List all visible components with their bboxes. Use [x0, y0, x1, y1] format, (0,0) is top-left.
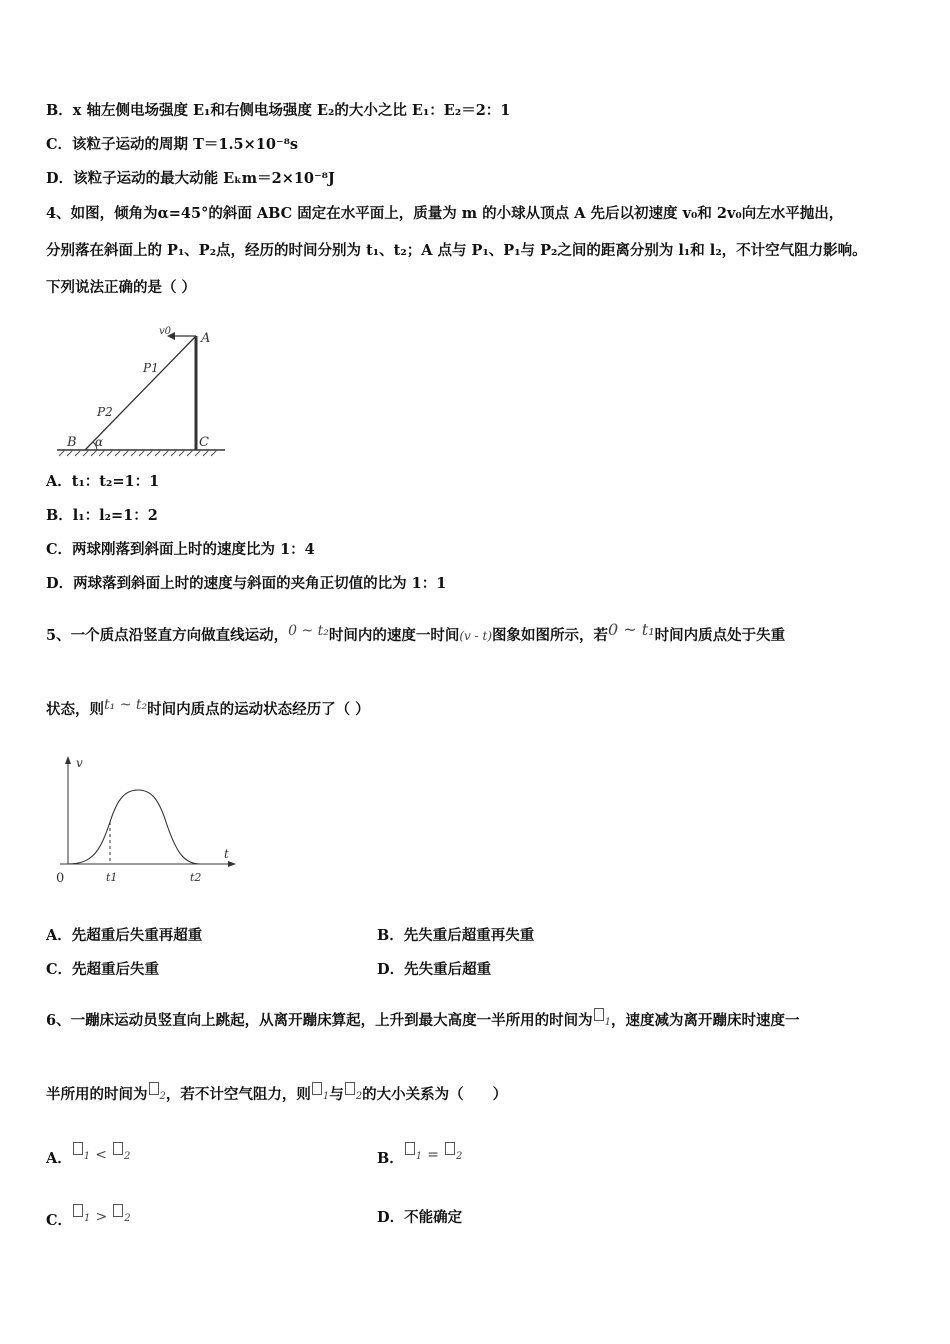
label-C: C: [199, 435, 209, 450]
q5-option-d: D．先失重后超重: [377, 961, 492, 978]
missing-glyph-icon: [73, 1204, 83, 1217]
q3-option-b: B．x 轴左侧电场强度 E₁和右侧电场强度 E₂的大小之比 E₁：E₂＝2：1: [46, 102, 511, 119]
relation-symbol: >: [95, 1209, 108, 1225]
label-P2: P2: [97, 405, 113, 419]
q5-math-2: (v - t): [459, 629, 493, 643]
label-t: t: [224, 847, 229, 861]
label-A: A: [201, 331, 211, 346]
label-v0: v0: [159, 326, 172, 337]
q4-option-d: D．两球落到斜面上时的速度与斜面的夹角正切值的比为 1：1: [46, 575, 447, 592]
velocity-curve: [68, 790, 200, 864]
missing-glyph-icon: [73, 1142, 83, 1155]
q5-option-a: A．先超重后失重再超重: [46, 927, 203, 944]
label-t2: t2: [190, 871, 202, 884]
v-axis-arrow: [65, 756, 71, 764]
relation-symbol: <: [95, 1147, 107, 1163]
label-t1: t1: [106, 871, 118, 884]
missing-glyph-icon: [113, 1142, 123, 1155]
q5-math-4: t₁ ~ t₂: [104, 697, 148, 713]
q3-option-d: D．该粒子运动的最大动能 Eₖm＝2×10⁻⁸J: [46, 170, 335, 187]
q5-text-6: 时间内质点的运动状态经历了（ ）: [147, 701, 370, 718]
q6-option-b: B． 1 = 2: [377, 1142, 462, 1169]
q6-option-a: A． 1 < 2: [46, 1142, 130, 1169]
q4-option-b: B．l₁：l₂=1：2: [46, 507, 158, 524]
q5-math-1: 0 ~ t₂: [288, 623, 329, 639]
label-alpha: α: [95, 435, 104, 449]
missing-glyph-icon: [445, 1142, 455, 1155]
q6-option-c: C． 1 > 2: [46, 1204, 131, 1231]
q6-stem-line1: [46, 1008, 799, 1033]
q5-stem-line1: [46, 620, 785, 646]
q5-text-4: 时间内质点处于失重: [654, 627, 786, 644]
q5-stem-line2: [46, 695, 370, 720]
missing-glyph-icon: [345, 1082, 355, 1095]
q6-text-4: ，若不计空气阻力，则: [165, 1086, 311, 1103]
q4-stem-line3: 下列说法正确的是（ ）: [46, 279, 197, 296]
incline-figure: [55, 322, 230, 457]
q6-text-2: ，速度减为离开蹦床时速度一: [610, 1012, 800, 1029]
q5-option-c: C．先超重后失重: [46, 961, 160, 978]
relation-symbol: =: [427, 1147, 439, 1163]
q6-sub-1: 1: [604, 1017, 611, 1028]
vt-graph: [50, 752, 240, 890]
q6-text-3: 半所用的时间为: [46, 1086, 148, 1103]
q6-text-1: 6、一蹦床运动员竖直向上跳起，从离开蹦床算起，上升到最大高度一半所用的时间为: [46, 1012, 593, 1029]
q6-stem-line2: 半所用的时间为 2，若不计空气阻力，则 1与 2的大小关系为（ ）: [46, 1082, 507, 1107]
q5-option-b: B．先失重后超重再失重: [377, 927, 535, 944]
t-axis-arrow: [228, 861, 236, 867]
q6-option-d: D．不能确定: [377, 1209, 463, 1226]
q4-option-c: C．两球刚落到斜面上时的速度比为 1：4: [46, 541, 315, 558]
q4-stem-line1: 4、如图，倾角为α=45°的斜面 ABC 固定在水平面上，质量为 m 的小球从顶点 A 先后以初速度 v₀和 2v₀向左水平抛出，: [46, 205, 844, 222]
q5-text-5: 状态，则: [46, 701, 104, 718]
ground-hatch: [57, 450, 225, 456]
q3-option-c: C．该粒子运动的周期 T＝1.5×10⁻⁸s: [46, 136, 299, 153]
incline-line: [85, 336, 196, 450]
q6-text-6: 的大小关系为（ ）: [362, 1086, 508, 1103]
label-B: B: [67, 435, 77, 450]
q4-stem-line2: 分别落在斜面上的 P₁、P₂点，经历的时间分别为 t₁、t₂；A 点与 P₁、P₁与 P₂之间的距离分别为 l₁和 l₂，不计空气阻力影响。: [46, 242, 867, 259]
q5-math-3: 0 ~ t₁: [608, 620, 655, 639]
missing-glyph-icon: [594, 1008, 604, 1021]
missing-glyph-icon: [312, 1082, 322, 1095]
missing-glyph-icon: [149, 1082, 159, 1095]
q5-text-3: 图象如图所示，若: [492, 627, 609, 644]
label-origin: 0: [56, 871, 65, 886]
q5-text-1: 5、一个质点沿竖直方向做直线运动，: [46, 627, 289, 644]
missing-glyph-icon: [113, 1204, 123, 1217]
q6-sub-2: 2: [159, 1091, 166, 1102]
label-P1: P1: [143, 361, 159, 375]
label-v: v: [76, 756, 83, 770]
q6-text-5: 与: [329, 1086, 344, 1103]
missing-glyph-icon: [405, 1142, 415, 1155]
q5-text-2: 时间内的速度一时间: [328, 627, 460, 644]
q4-option-a: A．t₁：t₂=1：1: [46, 473, 160, 490]
